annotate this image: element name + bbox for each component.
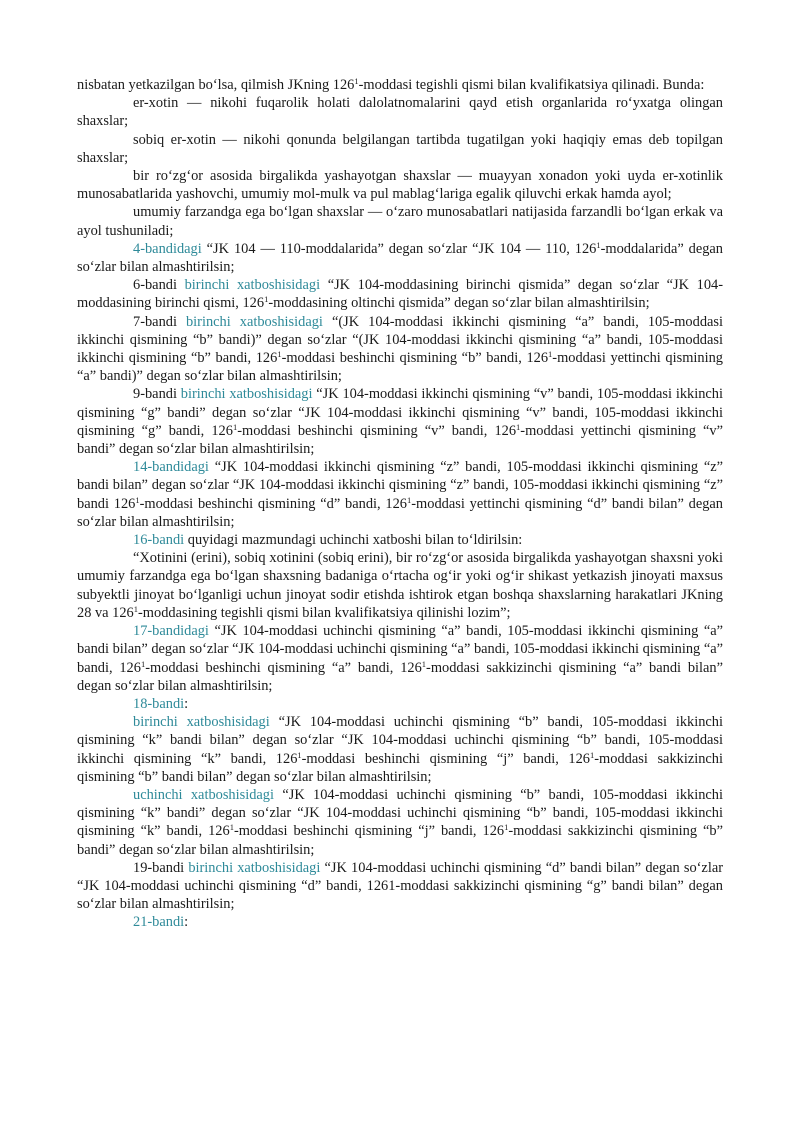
text-run: :: [184, 695, 189, 712]
text-run: “JK 104-moddasi ikkinchi qismining “v” bandi, 105-moddasi ikkinchi qismining “g” bandi” degan so‘zlar “JK 104-moddasi ikkinchi qismining “v” bandi, 105-moddasi ikkinchi qismining “g” bandi, 126: [77, 386, 723, 439]
text-run: “JK 104 — 110-moddalarida” degan so‘zlar “JK 104 — 110, 126: [201, 240, 597, 257]
text-run: 6-bandi: [133, 277, 185, 294]
document-link[interactable]: 17-bandidagi: [133, 623, 209, 640]
text-run: -moddasi yettinchi qismining “v” bandi” degan so‘zlar bilan almashtirilsin;: [77, 422, 723, 458]
text-run: “JK 104-moddasi uchinchi qismining “a” bandi, 105-moddasi ikkinchi qismining “a” bandi bilan” degan so‘zlar “JK 104-moddasi uchinchi qismining “a” bandi, 105-moddasi ikkinchi qismining “a” bandi, 126: [77, 623, 723, 676]
text-run: 19-bandi: [133, 859, 189, 876]
document-link[interactable]: 4-bandidagi: [133, 240, 202, 257]
text-run: -moddasi tegishli qismi bilan kvalifikatsiya qilinadi. Bunda:: [358, 77, 705, 93]
superscript: 1: [548, 349, 553, 360]
text-run: nisbatan yetkazilgan bo‘lsa, qilmish JKning 126: [77, 77, 355, 93]
paragraph: [77, 859, 723, 914]
text-run: -moddasi beshinchi qismining “d” bandi, 126: [139, 495, 408, 512]
document-link[interactable]: birinchi xatboshisidagi: [185, 313, 323, 330]
paragraph: [77, 385, 723, 458]
superscript: 1: [407, 494, 412, 505]
document-link[interactable]: 18-bandi: [133, 695, 185, 712]
document-link[interactable]: 14-bandidagi: [133, 459, 209, 476]
text-run: umumiy farzandga ega bo‘lgan shaxslar — o‘zaro munosabatlari natijasida farzandli bo‘lgan erkak va ayol tushuniladi;: [77, 204, 723, 239]
superscript: 1: [133, 603, 139, 614]
superscript: 1: [297, 749, 302, 760]
text-run: 9-bandi: [133, 386, 181, 403]
text-run: -moddasining tegishli qismi bilan kvalifikatsiya qilinishi lozim”;: [138, 604, 511, 621]
paragraph: [77, 695, 723, 713]
text-run: er-xotin — nikohi fuqarolik holati dalolatnomalarini qayd etish organlarida ro‘yxatga olingan shaxslar;: [77, 95, 723, 130]
document-link[interactable]: uchinchi xatboshisidagi: [133, 786, 275, 803]
text-run: bir ro‘zg‘or asosida birgalikda yashayotgan shaxslar — muayyan xonadon yoki uyda er-xotinlik munosabatlarida yashovchi, umumiy mol-mulk va pul mablag‘lariga egalik qiluvchi erkak hamda ayol;: [77, 168, 723, 203]
text-run: “JK 104-moddasi uchinchi qismining “d” bandi bilan” degan so‘zlar “JK 104-moddasi uchinchi qismining “d” bandi, 1261-moddasi sakkizinchi qismining “g” bandi bilan” degan so‘zlar bilan almashtirilsin;: [77, 859, 724, 913]
paragraph: [77, 458, 723, 531]
text-run: 7-bandi: [133, 313, 186, 330]
text-run: sobiq er-xotin — nikohi qonunda belgilangan tartibda tugatilgan yoki haqiqiy emas deb topilgan shaxslar;: [77, 131, 723, 166]
paragraph: [77, 313, 723, 386]
document-link[interactable]: 21-bandi: [133, 914, 185, 931]
superscript: 1: [504, 822, 509, 833]
document-link[interactable]: 16-bandi: [133, 532, 185, 549]
paragraph: [77, 94, 723, 130]
paragraph: [77, 76, 723, 94]
text-run: “JK 104-moddasi ikkinchi qismining “z” bandi, 105-moddasi ikkinchi qismining “z” bandi bilan” degan so‘zlar “JK 104-moddasi ikkinchi qismining “z” bandi, 105-moddasi ikkinchi qismining “z” bandi 126: [77, 459, 723, 512]
text-run: “(JK 104-moddasi ikkinchi qismining “a” bandi, 105-moddasi ikkinchi qismining “b” bandi)” degan so‘zlar “(JK 104-moddasi ikkinchi qismining “a” bandi, 105-moddasi ikkinchi qismining “b” bandi, 126: [77, 313, 724, 367]
superscript: 1: [232, 421, 238, 432]
document-body: [77, 76, 723, 932]
text-run: -moddasi beshinchi qismining “b” bandi, 126: [281, 350, 549, 367]
text-run: -moddasi beshinchi qismining “a” bandi, 126: [145, 659, 422, 676]
text-run: -moddasi yettinchi qismining “a” bandi)” degan so‘zlar bilan almashtirilsin;: [77, 350, 723, 385]
text-run: -moddalarida” degan so‘zlar bilan almashtirilsin;: [77, 240, 723, 276]
text-run: -moddasi sakkizinchi qismining “b” bandi” degan so‘zlar bilan almashtirilsin;: [77, 823, 723, 858]
text-run: “JK 104-moddasi uchinchi qismining “b” bandi, 105-moddasi ikkinchi qismining “k” bandi” degan so‘zlar “JK 104-moddasi uchinchi qismining “b” bandi, 105-moddasi ikkinchi qismining “k” bandi, 126: [77, 786, 723, 840]
superscript: 1: [277, 349, 282, 360]
text-run: -moddasi beshinchi qismining “j” bandi, 126: [233, 823, 505, 840]
document-link[interactable]: birinchi xatboshisidagi: [133, 714, 270, 731]
superscript: 1: [354, 76, 359, 86]
text-run: -moddasi sakkizinchi qismining “b” bandi bilan” degan so‘zlar bilan almashtirilsin;: [77, 750, 723, 785]
superscript: 1: [596, 239, 601, 250]
superscript: 1: [264, 294, 269, 305]
paragraph: [77, 549, 723, 622]
paragraph: [77, 276, 723, 312]
superscript: 1: [590, 749, 595, 760]
text-run: quyidagi mazmundagi uchinchi xatboshi bilan to‘ldirilsin:: [184, 532, 523, 549]
paragraph: [77, 713, 723, 786]
paragraph: [77, 167, 723, 203]
paragraph: [77, 531, 723, 549]
document-link[interactable]: birinchi xatboshisidagi: [188, 859, 321, 876]
superscript: 1: [516, 421, 521, 432]
superscript: 1: [140, 658, 146, 669]
text-run: “JK 104-moddasi uchinchi qismining “b” bandi, 105-moddasi ikkinchi qismining “k” bandi bilan” degan so‘zlar “JK 104-moddasi uchinchi qismining “b” bandi, 105-moddasi ikkinchi qismining “k” bandi, 126: [77, 714, 723, 767]
text-run: -moddasi sakkizinchi qismining “a” bandi bilan” degan so‘zlar bilan almashtirilsin;: [77, 659, 723, 694]
document-link[interactable]: birinchi xatboshisidagi: [184, 277, 321, 294]
text-run: -moddasi yettinchi qismining “d” bandi bilan” degan so‘zlar bilan almashtirilsin;: [77, 495, 723, 530]
text-run: :: [184, 914, 189, 931]
text-run: “Xotinini (erini), sobiq xotinini (sobiq erini), bir ro‘zg‘or asosida birgalikda yashayotgan shaxsni yoki umumiy farzandga ega bo‘lgan shaxsning badaniga o‘rtacha og‘ir yoki og‘ir shikast yetkazish jinoyati maxsus subyektli jinoyat bo‘lganligi uchun jinoyat sodir etishda ishtirok etgan boshqa shaxslarning harakatlari JKning 28 va 126: [77, 550, 723, 621]
paragraph: [77, 131, 723, 167]
paragraph: [77, 240, 723, 276]
document-link[interactable]: birinchi xatboshisidagi: [180, 386, 313, 403]
superscript: 1: [421, 658, 427, 669]
text-run: “JK 104-moddasining birinchi qismida” degan so‘zlar “JK 104-moddasining birinchi qismi, 126: [77, 277, 724, 312]
text-run: -moddasining oltinchi qismida” degan so‘zlar bilan almashtirilsin;: [268, 295, 650, 312]
text-run: -moddasi beshinchi qismining “v” bandi, 126: [237, 422, 517, 439]
paragraph: [77, 622, 723, 695]
paragraph: [77, 786, 723, 859]
paragraph: [77, 913, 723, 931]
superscript: 1: [135, 494, 140, 505]
superscript: 1: [229, 822, 234, 833]
text-run: -moddasi beshinchi qismining “j” bandi, 126: [301, 750, 591, 767]
paragraph: [77, 203, 723, 239]
